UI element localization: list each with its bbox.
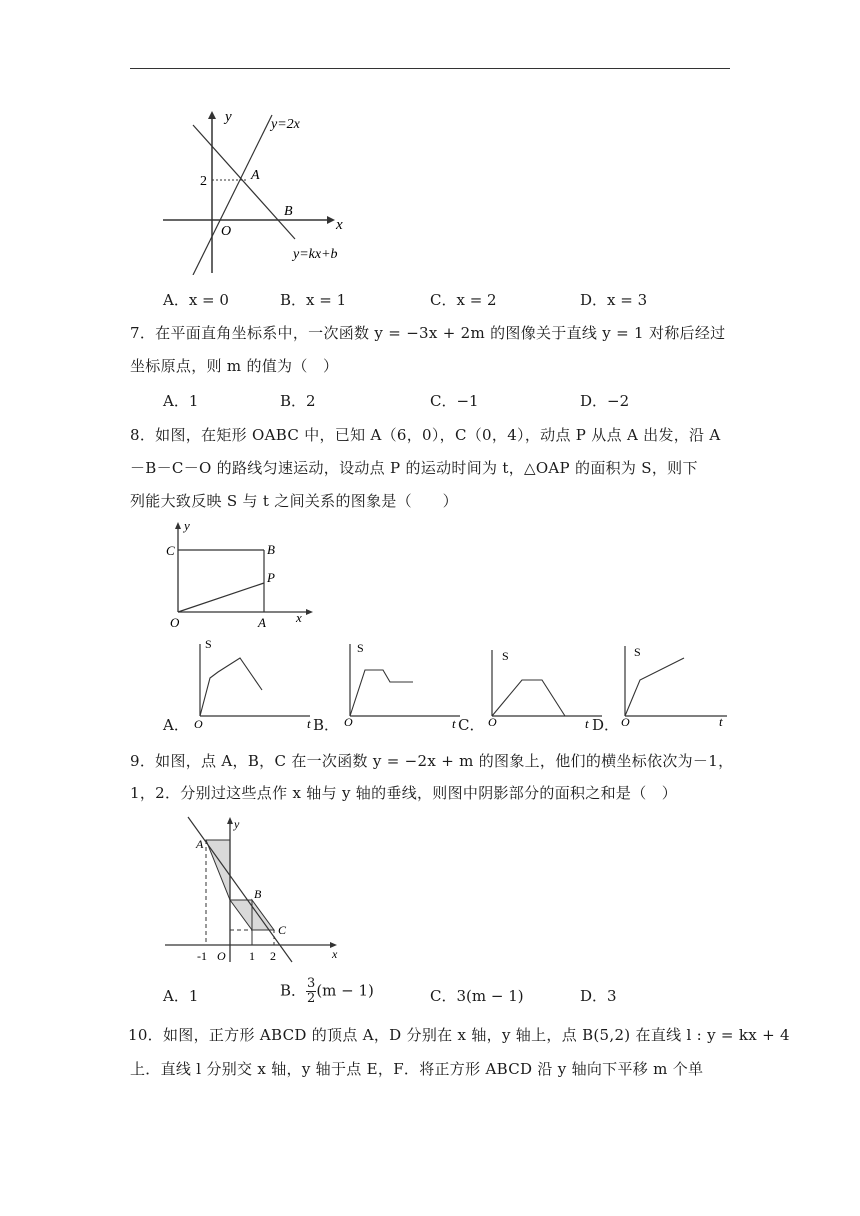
q9-fig-c: C (278, 923, 287, 937)
q6-option-c[interactable]: C．x = 2 (430, 291, 497, 309)
q7-option-c[interactable]: C．−1 (430, 392, 479, 410)
q7-option-d[interactable]: D．−2 (580, 392, 630, 410)
q8-graph-a (185, 636, 320, 731)
q8-graph-a-t: t (307, 716, 311, 731)
q8-fig-y: y (184, 518, 190, 533)
q9-fig-a: A (196, 837, 204, 851)
q8-fig-x: x (296, 610, 302, 625)
q7-text-line1: 7．在平面直角坐标系中，一次函数 y = −3x + 2m 的图像关于直线 y = 1 对称后经过 (130, 324, 726, 342)
q8-fig-o: O (170, 615, 180, 630)
q9-fig-b: B (254, 887, 262, 901)
q10-text-line2: 上．直线 l 分别交 x 轴，y 轴于点 E，F．将正方形 ABCD 沿 y 轴向下平移 m 个单 (130, 1060, 704, 1078)
q9-text-line1: 9．如图，点 A，B，C 在一次函数 y = −2x + m 的图象上，他们的横坐标依次为－1， (130, 752, 734, 770)
q6-option-b[interactable]: B．x = 1 (280, 291, 347, 309)
q6-tick-2: 2 (200, 174, 207, 189)
q8-text-line2: －B－C－O 的路线匀速运动，设动点 P 的运动时间为 t，△OAP 的面积为 S，则下 (130, 459, 698, 477)
q8-text-line3: 列能大致反映 S 与 t 之间关系的图象是（ ） (130, 492, 458, 510)
q8-option-b[interactable]: B． (313, 716, 340, 734)
q7-option-a[interactable]: A．1 (163, 392, 199, 410)
q9-fig-neg1: -1 (197, 949, 207, 963)
q8-graph-b (335, 636, 470, 731)
q8-graph-c-o: O (488, 715, 497, 729)
q9-option-b[interactable] (280, 977, 374, 1006)
q9-option-b-expr: (m − 1) (316, 981, 374, 1000)
q9-fig-o: O (217, 949, 226, 963)
q7-text-line2: 坐标原点，则 m 的值为（ ） (130, 357, 339, 375)
q8-graph-d-t: t (719, 714, 723, 729)
q9-option-b-denominator: 2 (307, 991, 316, 1006)
q8-graph-a-s: S (205, 637, 212, 651)
q8-graph-d-o: O (621, 715, 630, 729)
q9-fig-y: y (234, 817, 240, 831)
q6-line2-label: y=kx+b (293, 247, 338, 262)
q9-fig-x: x (332, 947, 338, 961)
q6-line1-label: y=2x (271, 117, 300, 132)
q8-option-d[interactable]: D． (592, 716, 620, 734)
q6-figure (155, 105, 365, 275)
q7-option-b[interactable]: B．2 (280, 392, 316, 410)
q8-graph-b-s: S (357, 641, 364, 655)
q8-rectangle-figure (160, 518, 320, 630)
q6-y-label: y (225, 109, 232, 125)
q6-option-a[interactable]: A．x = 0 (163, 291, 229, 309)
q9-option-b-numerator: 3 (307, 976, 316, 991)
q6-option-d[interactable]: D．x = 3 (580, 291, 648, 309)
q6-x-label: x (336, 217, 343, 233)
q6-point-b: B (284, 204, 293, 219)
q9-option-b-prefix: B． (280, 981, 307, 1000)
q8-graph-c-t: t (585, 716, 589, 731)
q8-option-a[interactable]: A． (163, 716, 189, 734)
q8-fig-b: B (267, 542, 275, 557)
q8-text-line1: 8．如图，在矩形 OABC 中，已知 A（6，0），C（0，4），动点 P 从点 A 出发，沿 A (130, 426, 721, 444)
q9-figure (160, 812, 350, 967)
q9-option-c[interactable]: C．3(m − 1) (430, 987, 524, 1005)
q8-graph-b-o: O (344, 715, 353, 729)
q10-text-line1: 10．如图，正方形 ABCD 的顶点 A，D 分别在 x 轴，y 轴上，点 B(5,2) 在直线 l : y = kx + 4 (128, 1026, 790, 1044)
q8-option-c[interactable]: C． (458, 716, 485, 734)
q9-option-b-fraction (306, 977, 316, 1006)
q6-point-a: A (251, 168, 260, 183)
q8-graph-c-s: S (502, 649, 509, 663)
q8-graph-b-t: t (452, 716, 456, 731)
header-rule (130, 68, 730, 69)
q9-text-line2: 1，2．分别过这些点作 x 轴与 y 轴的垂线，则图中阴影部分的面积之和是（ ） (130, 784, 678, 802)
q8-graph-d-s: S (634, 645, 641, 659)
q8-graph-a-o: O (194, 717, 203, 731)
q9-fig-two: 2 (270, 949, 276, 963)
q8-fig-a: A (258, 615, 266, 630)
q9-option-a[interactable]: A．1 (163, 987, 199, 1005)
q8-fig-p: P (267, 570, 275, 585)
q8-graph-d (612, 636, 747, 731)
q6-origin-label: O (221, 224, 232, 239)
q9-option-d[interactable]: D．3 (580, 987, 617, 1005)
q9-fig-one: 1 (249, 949, 255, 963)
q8-fig-c: C (166, 543, 175, 558)
